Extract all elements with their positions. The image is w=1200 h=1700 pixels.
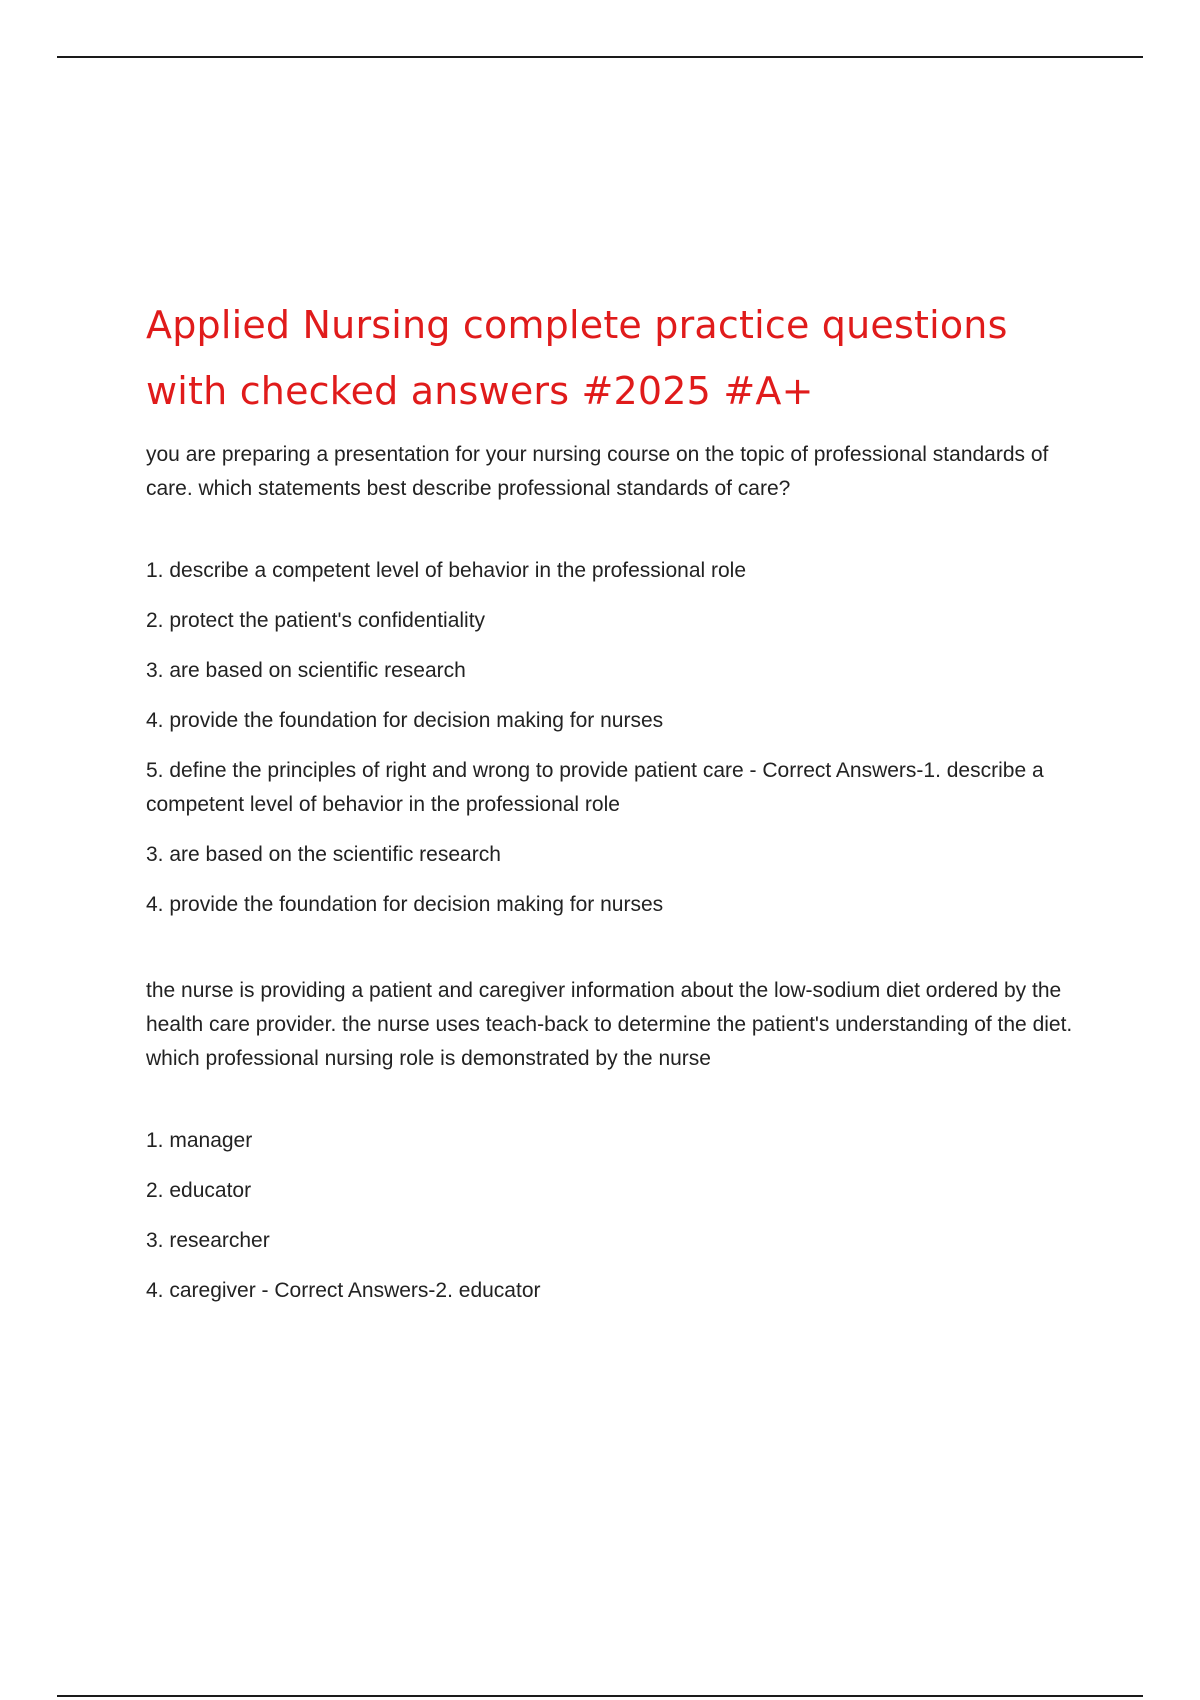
top-rule — [57, 56, 1143, 58]
list-item: 1. manager — [146, 1129, 253, 1152]
list-item: 5. define the principles of right and wrong to provide patient care - Correct Answers-1. describe a competent level of behavior in the professional role — [146, 759, 1044, 816]
list-item: 3. researcher — [146, 1229, 270, 1252]
document-body — [146, 292, 1096, 1324]
list-item: 3. are based on the scientific research — [146, 843, 501, 866]
question-1-options — [146, 554, 1096, 922]
document-title: Applied Nursing complete practice questions with checked answers #2025 #A+ — [146, 303, 1008, 413]
question-2-options — [146, 1124, 1096, 1308]
list-item: 3. are based on scientific research — [146, 659, 466, 682]
list-item: 4. provide the foundation for decision making for nurses — [146, 893, 664, 916]
list-item: 4. provide the foundation for decision making for nurses — [146, 709, 664, 732]
question-2-prompt: the nurse is providing a patient and caregiver information about the low-sodium diet ordered by the health care provider. the nurse uses teach-back to determine the patient's understanding of the diet. which professional nursing role is demonstrated by the nurse — [146, 979, 1073, 1070]
list-item: 4. caregiver - Correct Answers-2. educator — [146, 1279, 541, 1302]
list-item: 1. describe a competent level of behavior in the professional role — [146, 559, 747, 582]
question-1-prompt: you are preparing a presentation for your nursing course on the topic of professional standards of care. which statements best describe professional standards of care? — [146, 443, 1049, 500]
bottom-rule — [57, 1695, 1143, 1697]
list-item: 2. educator — [146, 1179, 252, 1202]
list-item: 2. protect the patient's confidentiality — [146, 609, 486, 632]
